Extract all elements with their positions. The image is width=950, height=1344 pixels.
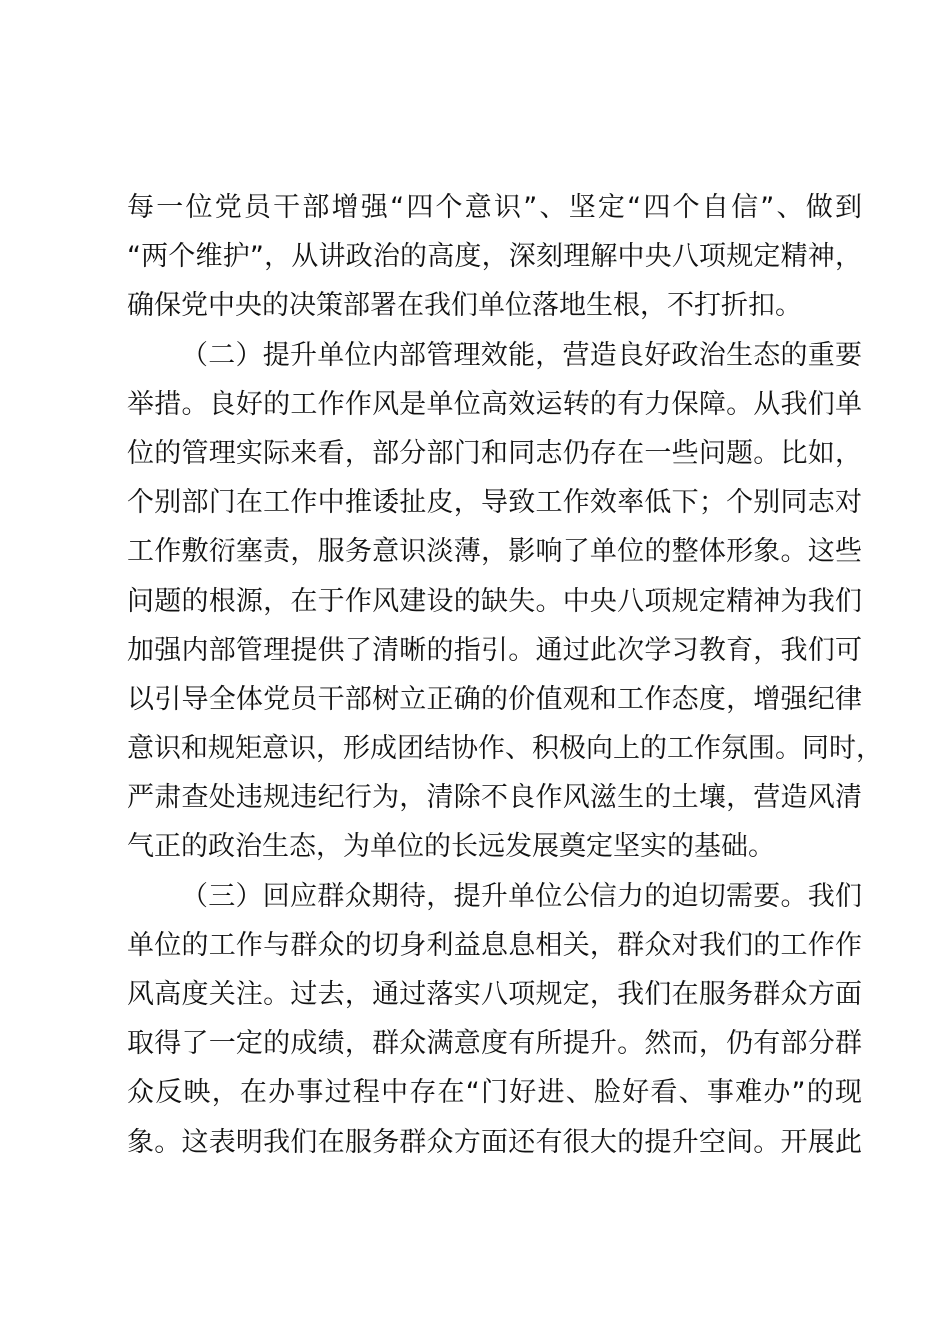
section-heading-line: （二）提升单位内部管理效能，营造良好政治生态的重要 bbox=[181, 339, 862, 371]
text-line: 个别部门在工作中推诿扯皮，导致工作效率低下；个别同志对 bbox=[127, 487, 862, 519]
text-line: 取得了一定的成绩，群众满意度有所提升。然而，仍有部分群 bbox=[127, 1028, 862, 1060]
paragraph-end-line: 确保党中央的决策部署在我们单位落地生根，不打折扣。 bbox=[127, 290, 802, 322]
text-line: 每一位党员干部增强“四个意识”、坚定“四个自信”、做到 bbox=[127, 192, 862, 223]
section-heading-line: （三）回应群众期待，提升单位公信力的迫切需要。我们 bbox=[181, 880, 862, 912]
text-line: 问题的根源，在于作风建设的缺失。中央八项规定精神为我们 bbox=[127, 585, 862, 617]
text-line: 工作敷衍塞责，服务意识淡薄，影响了单位的整体形象。这些 bbox=[127, 536, 862, 568]
text-line: “两个维护”，从讲政治的高度，深刻理解中央八项规定精神， bbox=[127, 241, 862, 273]
text-line: 严肃查处违规违纪行为，清除不良作风滋生的土壤，营造风清 bbox=[127, 782, 862, 814]
text-line: 单位的工作与群众的切身利益息息相关，群众对我们的工作作 bbox=[127, 929, 862, 961]
text-line: 举措。良好的工作作风是单位高效运转的有力保障。从我们单 bbox=[127, 388, 862, 420]
text-line: 象。这表明我们在服务群众方面还有很大的提升空间。开展此 bbox=[127, 1126, 862, 1158]
text-line: 风高度关注。过去，通过落实八项规定，我们在服务群众方面 bbox=[127, 979, 862, 1010]
text-line: 意识和规矩意识，形成团结协作、积极向上的工作氛围。同时， bbox=[127, 733, 883, 765]
text-line: 位的管理实际来看，部分部门和同志仍存在一些问题。比如， bbox=[127, 437, 862, 469]
text-line: 众反映，在办事过程中存在“门好进、脸好看、事难办”的现 bbox=[127, 1077, 862, 1109]
text-line: 加强内部管理提供了清晰的指引。通过此次学习教育，我们可 bbox=[127, 634, 862, 666]
text-line: 以引导全体党员干部树立正确的价值观和工作态度，增强纪律 bbox=[127, 683, 862, 715]
paragraph-end-line: 气正的政治生态，为单位的长远发展奠定坚实的基础。 bbox=[127, 831, 775, 863]
body-text bbox=[127, 183, 883, 1167]
